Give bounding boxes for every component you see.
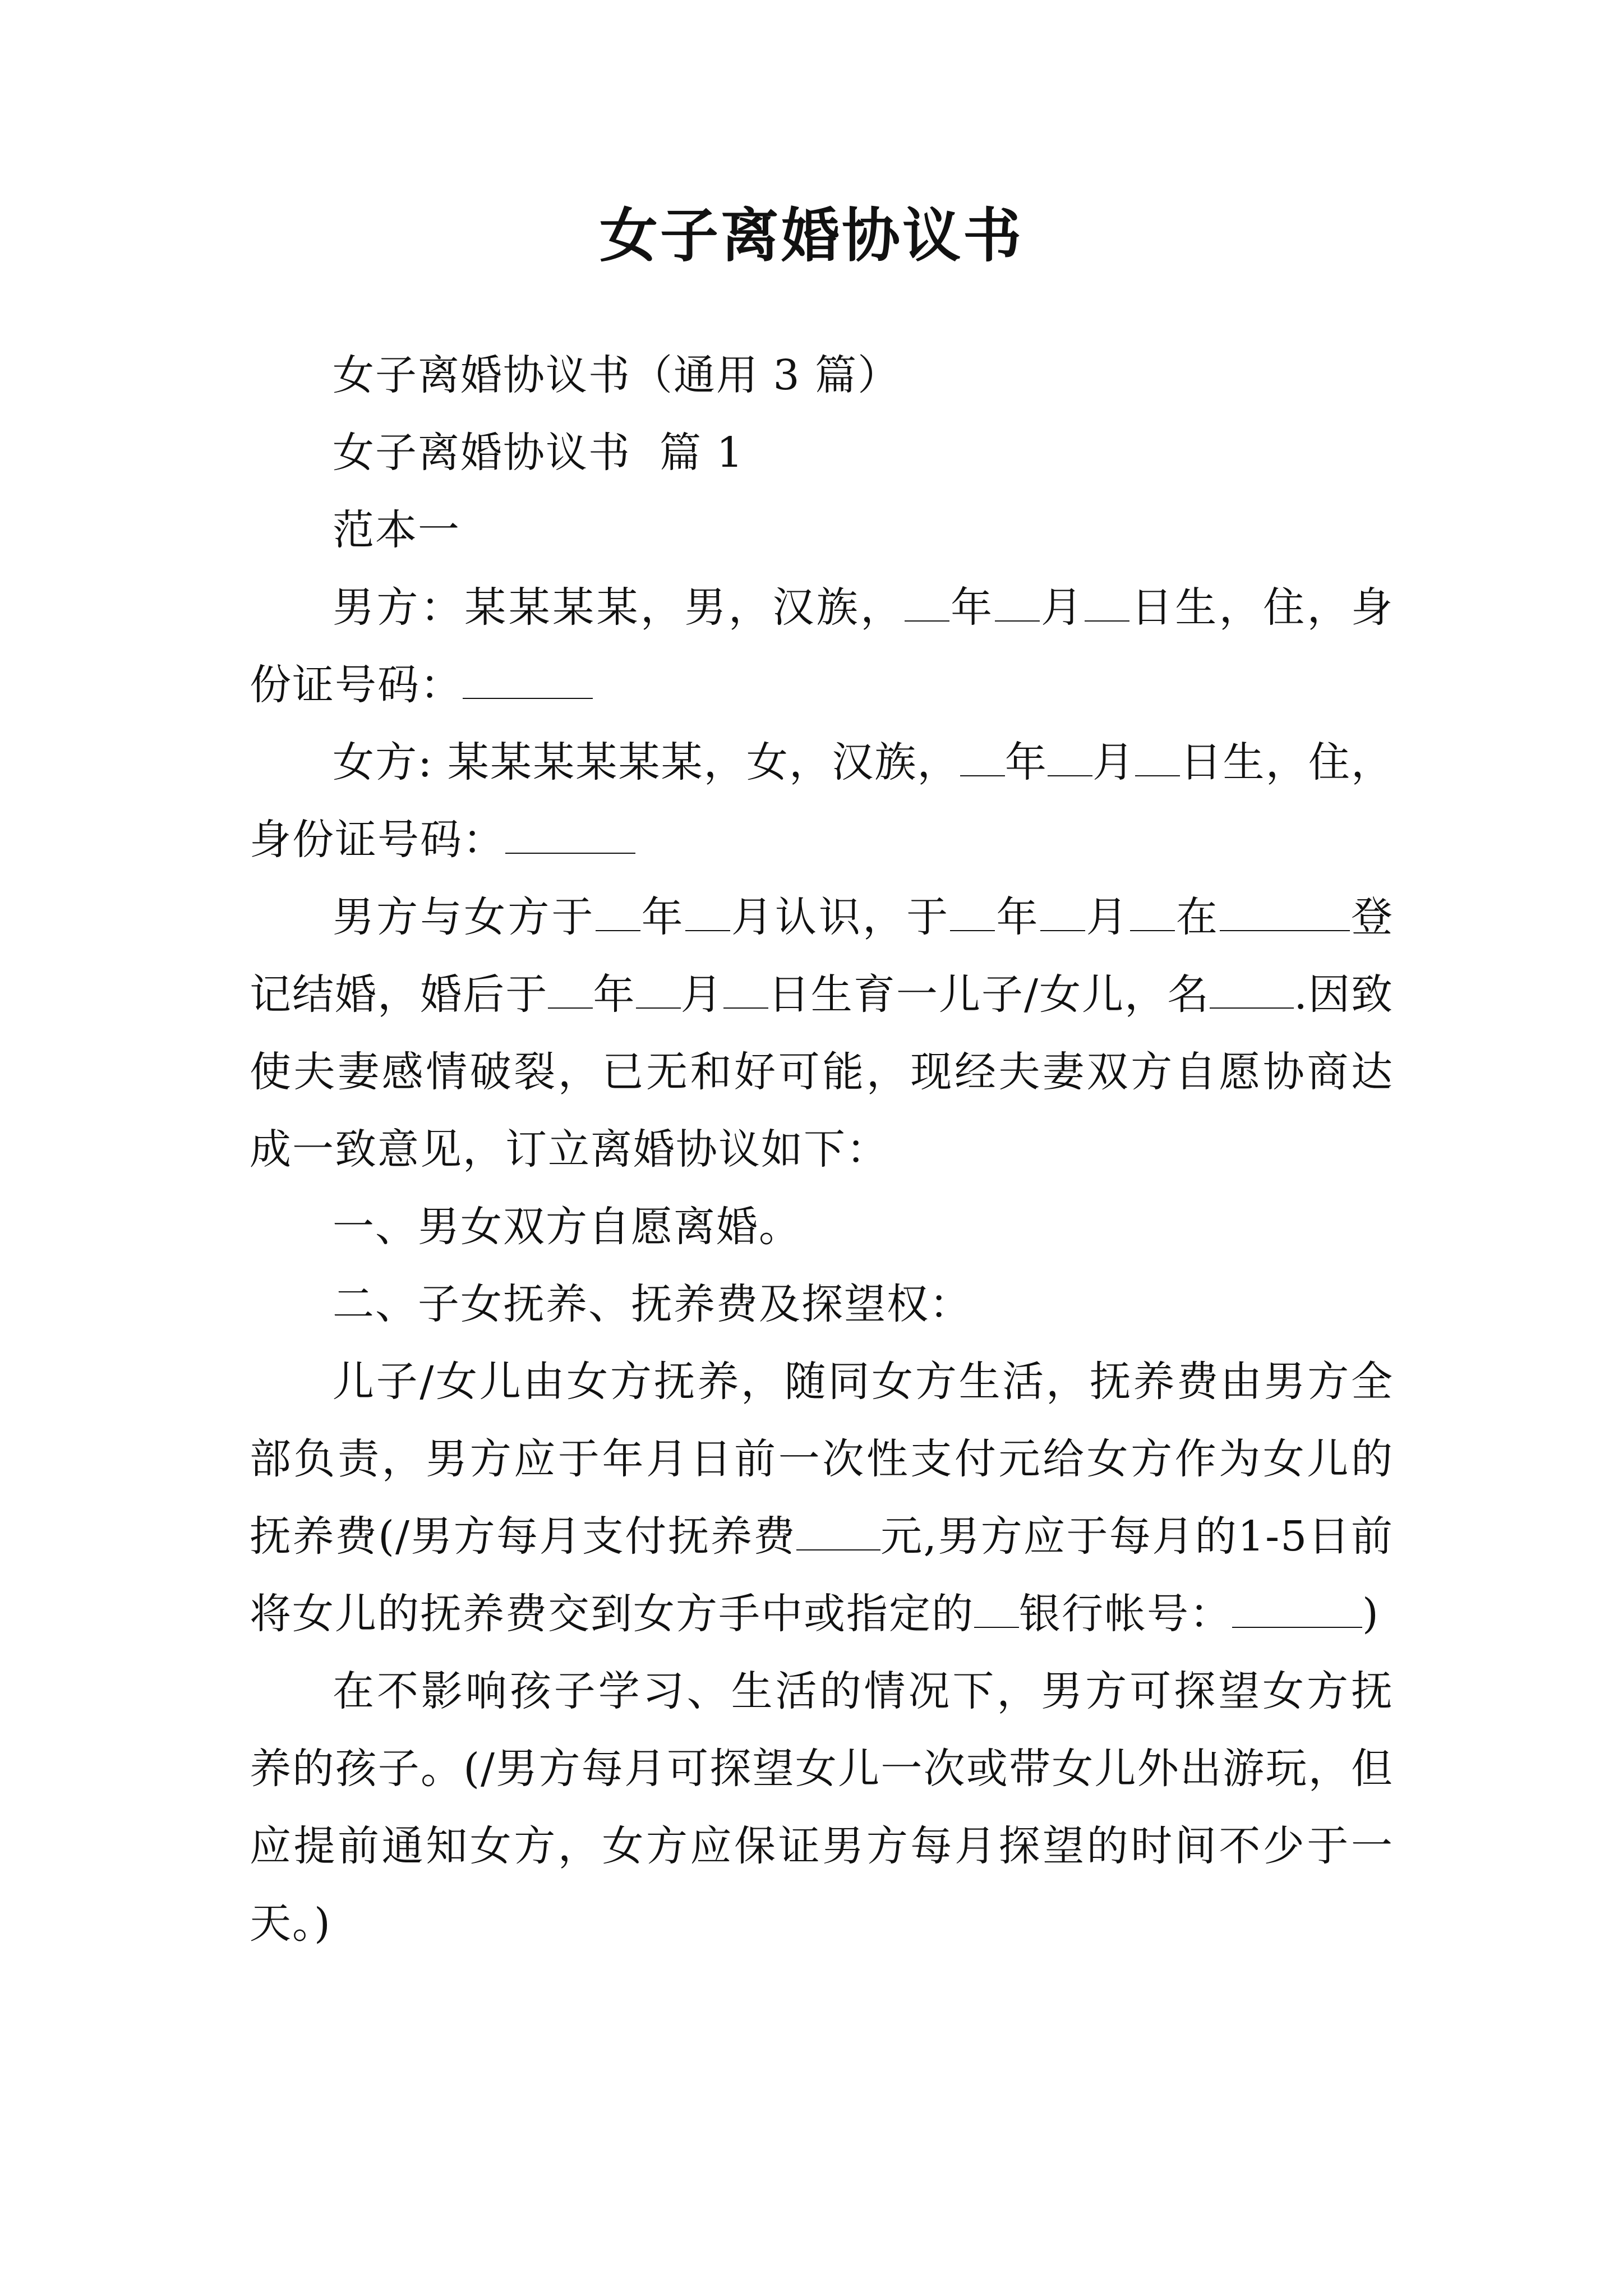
blank-field xyxy=(636,968,681,1009)
blank-field xyxy=(960,736,1005,776)
male-party-text: 年 xyxy=(949,583,995,632)
male-party-paragraph xyxy=(250,569,1394,724)
custody-paragraph xyxy=(250,1343,1394,1653)
custody-text: ) xyxy=(1362,1590,1380,1638)
intro-text: 日生育一儿子/女儿，名 xyxy=(768,970,1210,1019)
clause-1: 一、男女双方自愿离婚。 xyxy=(333,1203,801,1251)
document-body xyxy=(250,337,1394,1962)
blank-field xyxy=(463,659,593,699)
blank-field xyxy=(796,1510,880,1550)
male-party-text: 男方：某某某某，男，汉族， xyxy=(333,583,905,632)
intro-text: 月认识，于 xyxy=(730,893,951,941)
blank-field xyxy=(1232,1588,1362,1628)
clause-2-title: 二、子女抚养、抚养费及探望权： xyxy=(333,1280,972,1328)
intro-text: 年 xyxy=(995,893,1040,941)
blank-field xyxy=(505,813,635,854)
female-party-text: 日生，住，身份证号码： xyxy=(250,738,1394,864)
intro-text: 月 xyxy=(680,970,723,1019)
document-title: 女子离婚协议书 xyxy=(599,201,1023,270)
blank-field xyxy=(1048,736,1092,776)
intro-text: 月 xyxy=(1085,893,1130,941)
custody-text: 儿子/女儿由女方抚养，随同女方生活，抚养费由男方全部负责，男方应于年月日前一次性支付元给女方作为女儿的抚养费(/男方每月支付抚养费 xyxy=(250,1358,1394,1561)
female-party-paragraph xyxy=(250,724,1394,878)
intro-paragraph xyxy=(250,878,1394,1188)
intro-text: 年 xyxy=(640,893,685,941)
blank-field xyxy=(596,891,640,931)
blank-field xyxy=(685,891,730,931)
blank-field xyxy=(548,968,593,1009)
blank-field xyxy=(1210,968,1294,1009)
intro-text: .因致使夫妻感情破裂，已无和好可能，现经夫妻双方自愿协商达成一致意见，订立离婚协议如下： xyxy=(250,970,1394,1174)
blank-field xyxy=(1220,891,1350,931)
intro-text: 男方与女方于 xyxy=(333,893,596,941)
heading-general: 女子离婚协议书（通用 3 篇） xyxy=(333,351,901,399)
female-party-text: 年 xyxy=(1004,738,1048,786)
blank-field xyxy=(1130,891,1175,931)
female-party-text: 女方: 某某某某某某，女，汉族， xyxy=(333,738,960,786)
blank-field xyxy=(1085,581,1129,622)
blank-field xyxy=(905,581,949,622)
male-party-text: 日生，住，身份证号码： xyxy=(250,583,1394,709)
template-label: 范本一 xyxy=(333,506,460,554)
blank-field xyxy=(995,581,1040,622)
blank-field xyxy=(950,891,995,931)
custody-text: 银行帐号： xyxy=(1019,1590,1232,1638)
blank-field xyxy=(1040,891,1085,931)
intro-text: 登记结婚，婚后于 xyxy=(250,893,1394,1019)
custody-text: 元,男方应于每月的1-5日前将女儿的抚养费交到女方手中或指定的 xyxy=(250,1512,1394,1638)
visitation-paragraph: 在不影响孩子学习、生活的情况下，男方可探望女方抚养的孩子。(/男方每月可探望女儿一次或带女儿外出游玩，但应提前通知女方，女方应保证男方每月探望的时间不少于一天。) xyxy=(250,1667,1394,1948)
blank-field xyxy=(974,1588,1019,1628)
blank-field xyxy=(1135,736,1180,776)
intro-text: 在 xyxy=(1174,893,1220,941)
blank-field xyxy=(723,968,768,1009)
heading-part-1: 女子离婚协议书 篇 1 xyxy=(333,429,744,477)
intro-text: 年 xyxy=(593,970,636,1019)
male-party-text: 月 xyxy=(1039,583,1085,632)
female-party-text: 月 xyxy=(1092,738,1136,786)
